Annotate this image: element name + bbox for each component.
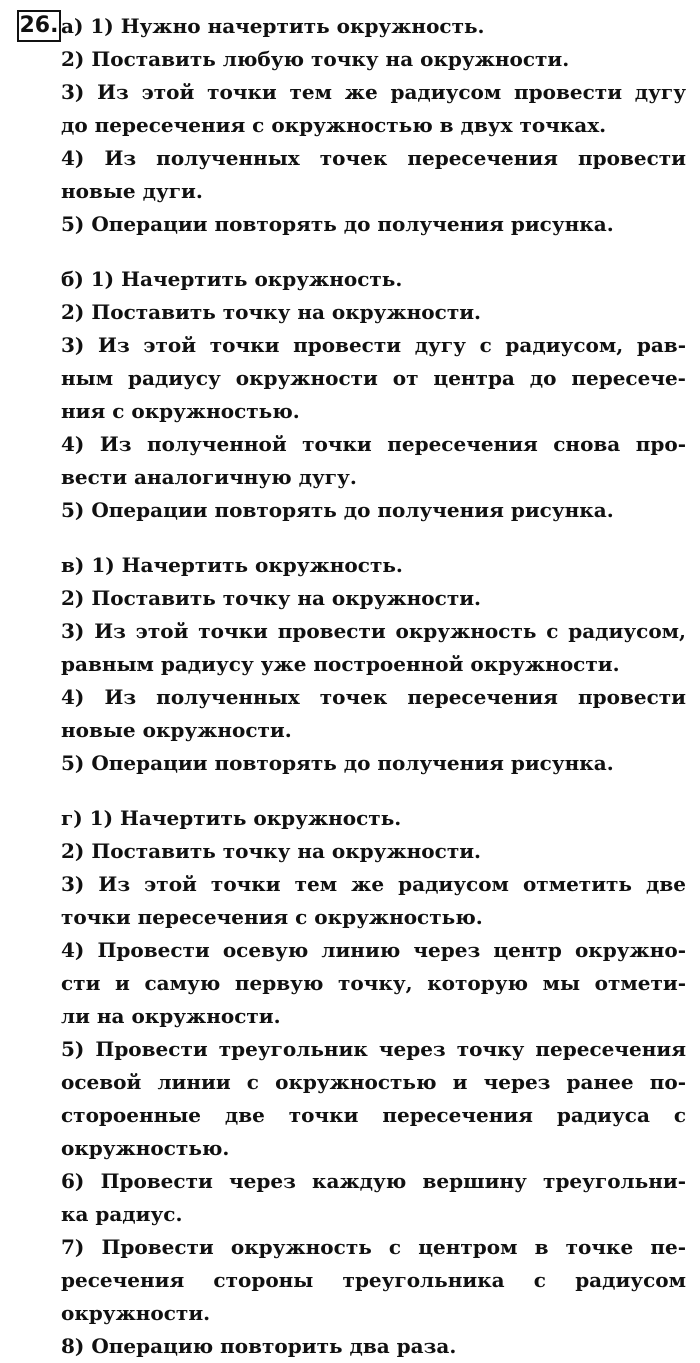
section-d-line-11: окружностью. — [61, 1136, 230, 1160]
section-b-line-5: ния с окружностью. — [61, 399, 300, 423]
section-a-line-4: до пересечения с окружностью в двух точках. — [61, 113, 607, 137]
section-c-line-7: 5) Операции повторять до получения рисунка. — [61, 751, 614, 775]
section-d-line-8: 5) Провести треугольник через точку пересечения — [61, 1037, 686, 1061]
section-c-line-4: равным радиусу уже построенной окружности. — [61, 652, 620, 676]
section-a-line-5: 4) Из полученных точек пересечения провести — [61, 146, 686, 170]
section-d-line-5: 4) Провести осевую линию через центр окружно- — [61, 938, 686, 962]
section-c-line-5: 4) Из полученных точек пересечения провести — [61, 685, 686, 709]
section-a-line-6: новые дуги. — [61, 179, 203, 203]
section-d-line-15: ресечения стороны треугольника с радиусом — [61, 1268, 686, 1292]
section-b-line-8: 5) Операции повторять до получения рисунка. — [61, 498, 614, 522]
section-d-line-3: 3) Из этой точки тем же радиусом отметить две — [61, 872, 686, 896]
section-d-line-12: 6) Провести через каждую вершину треугольни- — [61, 1169, 686, 1193]
section-c-line-2: 2) Поставить точку на окружности. — [61, 586, 482, 610]
section-gap — [61, 241, 686, 263]
section-b-line-6: 4) Из полученной точки пересечения снова про- — [61, 432, 686, 456]
section-gap — [61, 527, 686, 549]
section-a-line-2: 2) Поставить любую точку на окружности. — [61, 47, 570, 71]
task-number-badge: 26. — [17, 10, 61, 42]
section-b-line-3: 3) Из этой точки провести дугу с радиусом, рав- — [61, 333, 686, 357]
section-d-line-13: ка радиус. — [61, 1202, 183, 1226]
section-b-line-7: вести аналогичную дугу. — [61, 465, 357, 489]
section-d-line-16: окружности. — [61, 1301, 211, 1325]
section-d-line-10: стороенные две точки пересечения радиуса с — [61, 1103, 686, 1127]
section-b-line-2: 2) Поставить точку на окружности. — [61, 300, 482, 324]
section-c-line-3: 3) Из этой точки провести окружность с радиусом, — [61, 619, 686, 643]
solution-text — [61, 10, 686, 1363]
section-c-line-1: в) 1) Начертить окружность. — [61, 553, 403, 577]
section-a-line-7: 5) Операции повторять до получения рисунка. — [61, 212, 614, 236]
section-d-line-9: осевой линии с окружностью и через ранее по- — [61, 1070, 686, 1094]
section-a-line-1: а) 1) Нужно начертить окружность. — [61, 14, 485, 38]
section-d-line-17: 8) Операцию повторить два раза. — [61, 1334, 457, 1358]
section-d-line-1: г) 1) Начертить окружность. — [61, 806, 402, 830]
section-a-line-3: 3) Из этой точки тем же радиусом провести дугу — [61, 80, 686, 104]
section-c-line-6: новые окружности. — [61, 718, 292, 742]
section-d-line-2: 2) Поставить точку на окружности. — [61, 839, 482, 863]
section-d-line-6: сти и самую первую точку, которую мы отмети- — [61, 971, 686, 995]
section-gap — [61, 780, 686, 802]
section-d-line-14: 7) Провести окружность с центром в точке пе- — [61, 1235, 686, 1259]
section-b-line-4: ным радиусу окружности от центра до пересече- — [61, 366, 686, 390]
section-d-line-4: точки пересечения с окружностью. — [61, 905, 483, 929]
section-b-line-1: б) 1) Начертить окружность. — [61, 267, 403, 291]
section-d-line-7: ли на окружности. — [61, 1004, 281, 1028]
